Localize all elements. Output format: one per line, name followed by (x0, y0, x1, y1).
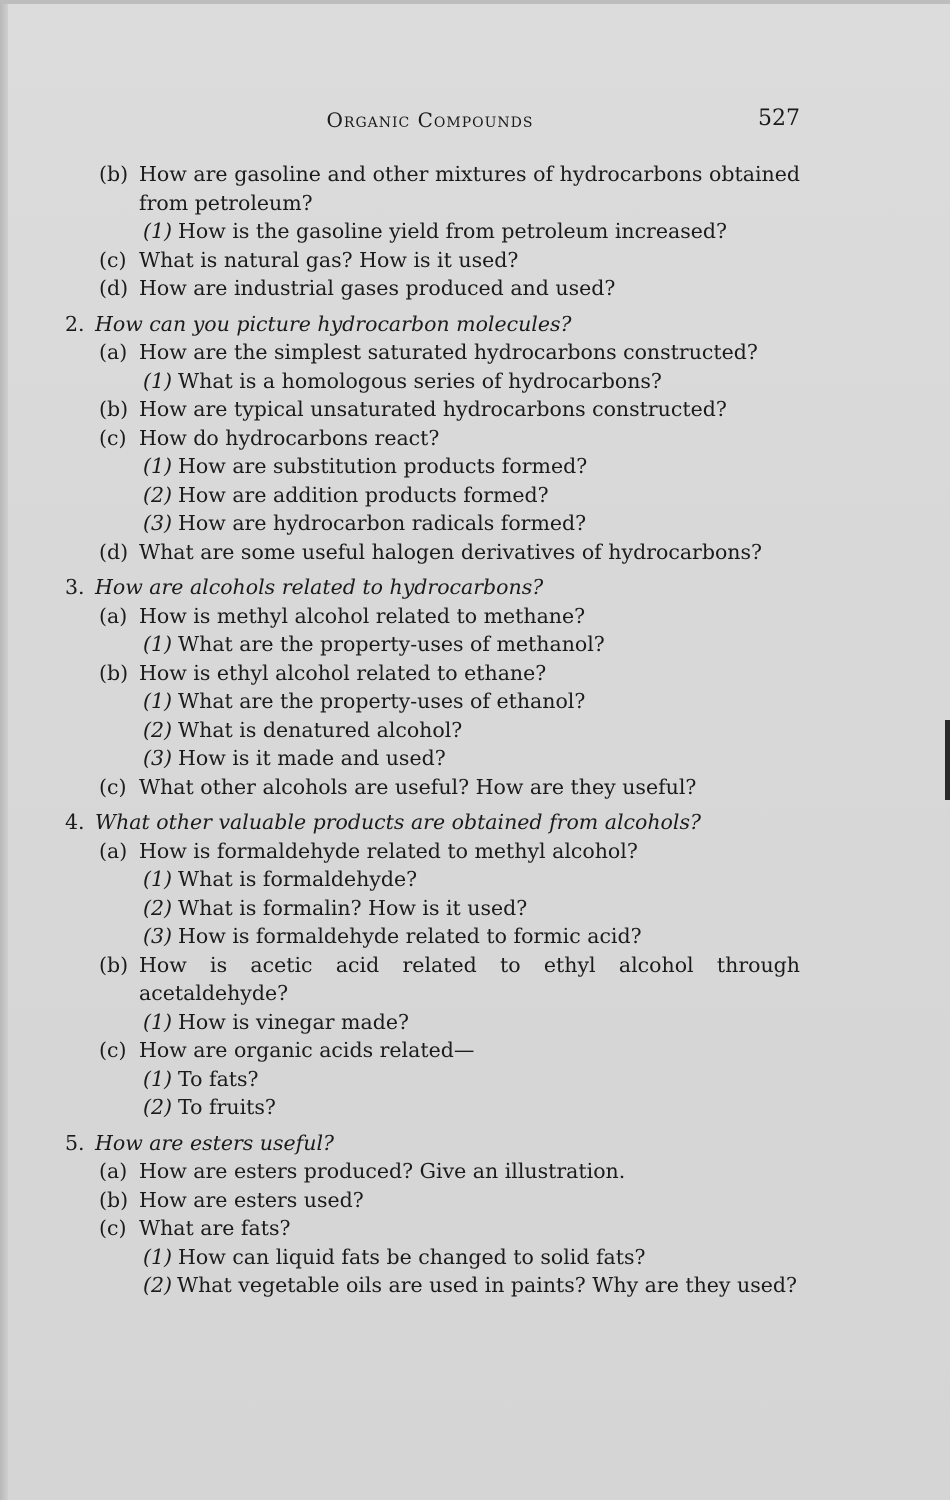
item-label: (c) (99, 1038, 127, 1062)
item-text: What are fats? (139, 1216, 291, 1240)
item-text: How is formaldehyde related to methyl alcohol? (139, 838, 638, 863)
list-item (55, 274, 800, 303)
question-number: 3. (65, 575, 85, 599)
page-binding-shadow (0, 0, 8, 1500)
list-item (55, 160, 800, 217)
item-text: What is a homologous series of hydrocarbons? (178, 368, 662, 393)
page-top-edge (0, 0, 950, 4)
item-text: How are addition products formed? (178, 482, 549, 507)
item-text: What is denatured alcohol? (178, 717, 463, 742)
item-text: What are the property-uses of ethanol? (178, 689, 586, 713)
item-label: (1) (143, 1009, 173, 1034)
item-text: What is formaldehyde? (178, 867, 418, 891)
item-label: (a) (99, 340, 128, 364)
item-label: (c) (99, 247, 127, 272)
list-item (55, 922, 800, 951)
item-text: What vegetable oils are used in paints? Why are they used? (177, 1273, 797, 1297)
item-text: How are the simplest saturated hydrocarbons constructed? (139, 340, 758, 364)
item-label: (1) (143, 632, 173, 656)
item-label: (2) (143, 717, 173, 742)
page-number: 527 (758, 106, 800, 131)
list-item (55, 1093, 800, 1122)
item-text: What are the property-uses of methanol? (178, 632, 605, 656)
item-text: How do hydrocarbons react? (139, 425, 440, 450)
item-text: How are industrial gases produced and used? (139, 276, 616, 300)
page-edge-mark (945, 720, 950, 800)
item-text: How is the gasoline yield from petroleum increased? (178, 219, 727, 243)
item-label: (1) (143, 1066, 173, 1091)
item-text: How is vinegar made? (178, 1009, 409, 1034)
list-item (55, 1036, 800, 1065)
list-item (55, 338, 800, 367)
question-number: 2. (65, 311, 85, 336)
list-item (55, 481, 800, 510)
item-label: (a) (99, 603, 128, 628)
item-text: How is methyl alcohol related to methane? (139, 603, 586, 628)
item-label: (2) (143, 482, 173, 507)
item-text: How are typical unsaturated hydrocarbons constructed? (139, 397, 727, 421)
item-label: (1) (143, 867, 173, 891)
list-item (55, 1186, 800, 1215)
question-heading (55, 310, 800, 339)
running-head: Organic Compounds (326, 108, 534, 132)
item-text: How are organic acids related— (139, 1038, 475, 1062)
item-text: How are substitution products formed? (178, 454, 588, 478)
item-label: (3) (143, 924, 173, 948)
question-text: What other valuable products are obtained from alcohols? (95, 810, 701, 834)
item-text: How is ethyl alcohol related to ethane? (139, 660, 547, 685)
list-item (55, 367, 800, 396)
list-item (55, 1157, 800, 1186)
item-label: (2) (143, 895, 173, 920)
item-text: What other alcohols are useful? How are they useful? (139, 774, 697, 799)
list-item (55, 1008, 800, 1037)
list-item (55, 951, 800, 1008)
item-label: (3) (143, 511, 173, 535)
list-item (55, 1243, 800, 1272)
item-label: (b) (99, 660, 129, 685)
item-text: To fruits? (178, 1095, 276, 1119)
item-label: (b) (99, 162, 129, 186)
item-label: (3) (143, 746, 173, 770)
item-text: What are some useful halogen derivatives of hydrocarbons? (139, 539, 763, 564)
item-text: How are hydrocarbon radicals formed? (178, 511, 587, 535)
item-text: How can liquid fats be changed to solid fats? (178, 1244, 646, 1269)
item-label: (a) (99, 838, 128, 863)
list-item (55, 1214, 800, 1243)
list-item (55, 865, 800, 894)
list-item (55, 395, 800, 424)
item-text: How is it made and used? (178, 746, 446, 770)
item-text: How is formaldehyde related to formic acid? (178, 924, 642, 948)
item-label: (1) (143, 219, 173, 243)
item-label: (1) (143, 1244, 173, 1269)
list-item (55, 424, 800, 453)
list-item (55, 773, 800, 802)
item-label: (b) (99, 952, 129, 977)
list-item (55, 602, 800, 631)
list-item (55, 1065, 800, 1094)
item-label: (d) (99, 539, 129, 564)
item-text: How is acetic acid related to ethyl alcohol through acetaldehyde? (139, 952, 800, 1005)
item-label: (1) (143, 689, 173, 713)
question-list (55, 160, 800, 1300)
list-item (55, 659, 800, 688)
question-heading (55, 808, 800, 837)
item-label: (1) (143, 368, 173, 393)
list-item (55, 538, 800, 567)
list-item (55, 744, 800, 773)
item-text: To fats? (178, 1066, 259, 1091)
list-item (55, 837, 800, 866)
item-label: (c) (99, 425, 127, 450)
item-text: How are esters produced? Give an illustration. (139, 1159, 626, 1183)
question-text: How are alcohols related to hydrocarbons? (95, 575, 544, 599)
question-number: 5. (65, 1130, 85, 1155)
item-label: (b) (99, 397, 129, 421)
question-number: 4. (65, 810, 85, 834)
item-label: (a) (99, 1159, 128, 1183)
list-item (55, 452, 800, 481)
item-label: (c) (99, 774, 127, 799)
item-label: (1) (143, 454, 173, 478)
list-item (55, 217, 800, 246)
list-item (55, 509, 800, 538)
list-item (55, 894, 800, 923)
list-item (55, 630, 800, 659)
item-label: (b) (99, 1187, 129, 1212)
list-item (55, 1271, 800, 1300)
item-label: (2) (143, 1273, 173, 1297)
question-heading (55, 573, 800, 602)
item-label: (c) (99, 1216, 127, 1240)
item-text: What is natural gas? How is it used? (139, 247, 519, 272)
question-text: How can you picture hydrocarbon molecules? (95, 311, 572, 336)
question-heading (55, 1129, 800, 1158)
item-label: (2) (143, 1095, 173, 1119)
question-text: How are esters useful? (95, 1130, 335, 1155)
item-text: How are gasoline and other mixtures of hydrocarbons obtained from petroleum? (139, 162, 800, 215)
list-item (55, 687, 800, 716)
item-label: (d) (99, 276, 129, 300)
list-item (55, 246, 800, 275)
item-text: What is formalin? How is it used? (178, 895, 528, 920)
item-text: How are esters used? (139, 1187, 364, 1212)
list-item (55, 716, 800, 745)
